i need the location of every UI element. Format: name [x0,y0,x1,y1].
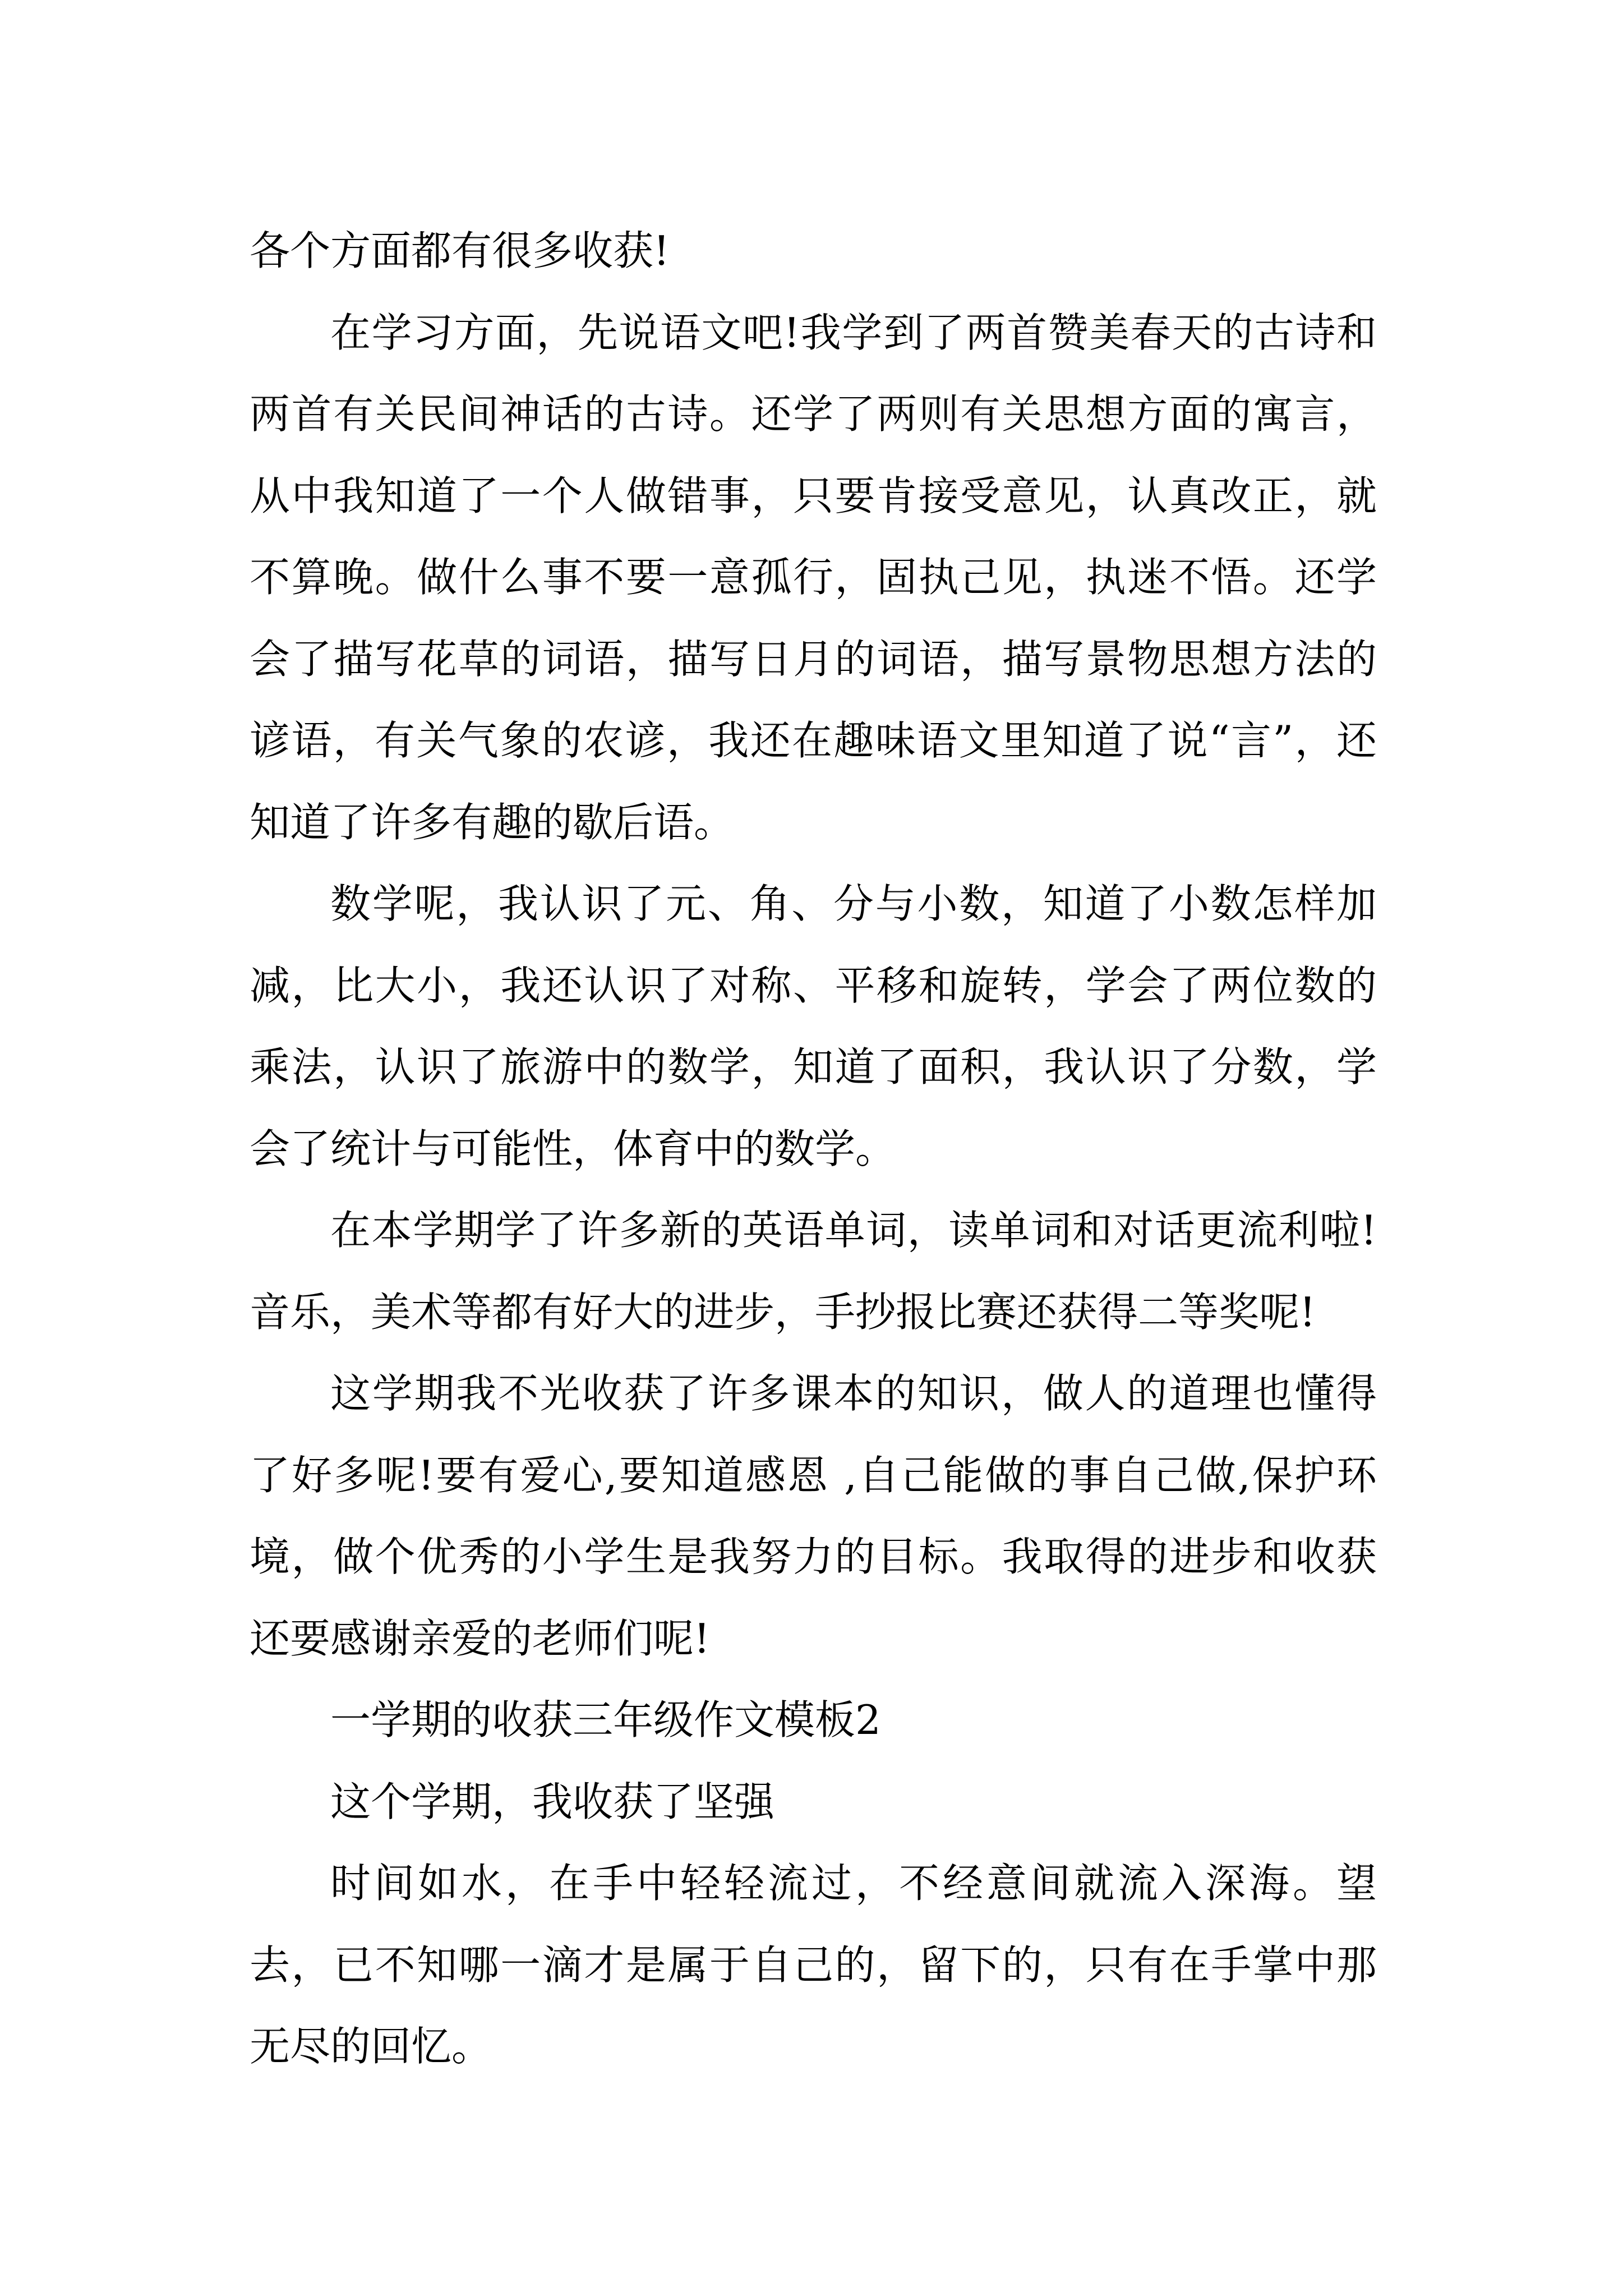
paragraph-chinese-study: 在学习方面，先说语文吧!我学到了两首赞美春天的古诗和两首有关民间神话的古诗。还学了两则有关思想方面的寓言，从中我知道了一个人做错事，只要肯接受意见，认真改正，就不算晚。做什么事不要一意孤行，固执己见，执迷不悟。还学会了描写花草的词语，描写日月的词语，描写景物思想方法的谚语，有关气象的农谚，我还在趣味语文里知道了说“言”，还知道了许多有趣的歇后语。 [250,309,1377,846]
document-body [250,210,1377,2088]
paragraph-continuation: 各个方面都有很多收获! [250,227,670,274]
paragraph-math-study: 数学呢，我认识了元、角、分与小数，知道了小数怎样加减，比大小，我还认识了对称、平移和旋转，学会了两位数的乘法，认识了旅游中的数学，知道了面积，我认识了分数，学会了统计与可能性，体育中的数学。 [250,880,1377,1172]
essay-heading-2: 一学期的收获三年级作文模板2 [330,1696,881,1743]
paragraph-life-lessons: 这学期我不光收获了许多课本的知识，做人的道理也懂得了好多呢!要有爱心,要知道感恩 ,自己能做的事自己做,保护环境，做个优秀的小学生是我努力的目标。我取得的进步和收获还要感谢亲爱的老师们呢! [250,1370,1377,1662]
essay-subtitle: 这个学期，我收获了坚强 [330,1778,775,1825]
paragraph-english-arts: 在本学期学了许多新的英语单词，读单词和对话更流利啦!音乐，美术等都有好大的进步，手抄报比赛还获得二等奖呢! [250,1207,1377,1336]
paragraph-time-flows: 时间如水，在手中轻轻流过，不经意间就流入深海。望去，已不知哪一滴才是属于自己的，留下的，只有在手掌中那无尽的回忆。 [250,1860,1377,2070]
